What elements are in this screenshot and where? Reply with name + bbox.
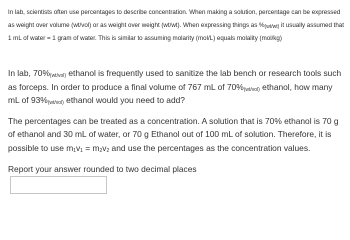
instruction-paragraph: Report your answer rounded to two decimal places <box>8 163 197 174</box>
subscript-wt-vol: (wt/vol) <box>49 73 67 79</box>
question-block <box>8 67 344 176</box>
intro-text-2: it usually assumed that 1 mL of water = 1 gram of water. This is similar to assuming molarity (mol/L) equals molality (mol/kg) <box>8 22 344 42</box>
subscript-wt-vol: (wt/vol) <box>243 86 260 93</box>
intro-subscript: (wt/wt) <box>264 24 280 30</box>
question-paragraph <box>8 67 344 108</box>
subscript: 1 <box>80 147 83 154</box>
subscript: 2 <box>106 147 110 154</box>
hint-text: The percentages can be treated as a concentration. A solution that is 70% ethanol is 70 g of ethanol and 30 mL of water, or 70 g Ethanol out of 100 mL of solution. Therefore, it is possible to use m <box>8 115 339 153</box>
question-text: In lab, 70% <box>8 68 50 78</box>
hint-text: v <box>102 142 107 153</box>
intro-text-1: In lab, scientists often use percentages to describe concentration. When making a solution, percentage can be expressed as weight over volume (wt/vol) or as weight over weight (wt/wt). When expressing things as % <box>8 9 341 29</box>
answer-input[interactable] <box>10 176 107 194</box>
hint-text: and use the percentages as the concentration values. <box>109 142 311 153</box>
question-text: ethanol would you need to add? <box>63 95 185 106</box>
hint-text: v <box>75 142 81 153</box>
question-text: ethanol is frequently used to sanitize the lab bench or research tools such as forceps. In order to produce a final volume of 767 mL of 70% <box>8 68 342 92</box>
question-text: ethanol, how many mL of 93% <box>8 81 333 106</box>
subscript: 1 <box>73 147 76 154</box>
hint-paragraph <box>8 115 344 156</box>
intro-paragraph <box>8 6 344 45</box>
subscript: 2 <box>99 147 103 154</box>
hint-text: = m <box>82 142 100 153</box>
subscript-wt-vol: (wt/vol) <box>47 100 64 107</box>
